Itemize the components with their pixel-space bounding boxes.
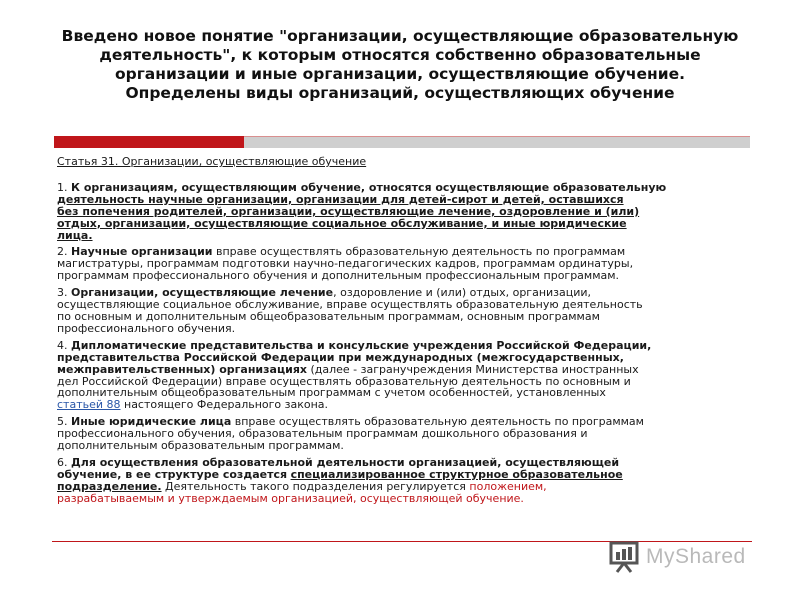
item-bold: Научные организации [71,245,213,259]
item-text: дополнительным общеобразовательным программам с учетом особенностей, установленных [57,386,606,400]
item-number: 1. [57,180,68,194]
item-number: 5. [57,415,68,429]
article-item-5 [57,416,747,452]
item-bold: межправительственных) организациях [57,362,307,376]
article-88-link[interactable]: статьей 88 [57,398,121,412]
item-bold: обучение, в ее структуре создается [57,467,288,481]
item-text: , оздоровление и (или) отдых, организации, [333,286,592,300]
article-body [57,156,747,510]
presentation-icon [606,540,642,574]
item-text: дополнительным образовательным программам. [57,439,344,453]
article-item-2 [57,246,747,282]
item-text: без попечения родителей, организации, осуществляющие лечение, оздоровление и (или) [57,204,640,218]
myshared-logo [606,540,766,574]
article-item-1 [57,182,747,242]
accent-bar-red [54,136,244,148]
item-text: К организациям, осуществляющим обучение, относятся осуществляющие образовательную [71,180,667,194]
slide-title [40,27,760,103]
item-number: 6. [57,455,68,469]
regulation-link[interactable]: положением, [469,479,547,493]
item-bold-underline: подразделение. [57,479,162,493]
article-item-4 [57,340,747,411]
item-text: по основным и дополнительным общеобразовательным программам, основным программам [57,309,600,323]
item-text: вправе осуществлять образовательную деятельность по программам [234,415,644,429]
item-bold-underline: специализированное структурное образовательное [290,467,623,481]
item-text: Деятельность такого подразделения регулируется [165,479,466,493]
logo-text: MyShared [646,545,746,568]
item-bold: Иные юридические лица [71,415,232,429]
item-text: лица. [57,228,93,242]
item-text: профессионального обучения, образовательным программам дошкольного образования и [57,427,588,441]
item-text: (далее - загранучреждения Министерства иностранных [310,362,639,376]
item-text: магистратуры, программам подготовки научно-педагогических кадров, программам ординатуры, [57,257,634,271]
item-text: программам профессионального обучения и дополнительным профессиональным программам. [57,269,620,283]
title-line: Определены виды организаций, осуществляющих обучение [125,84,675,102]
item-bold: представительства Российской Федерации при международных (межгосударственных, [57,350,624,364]
item-number: 3. [57,286,68,300]
title-line: Введено новое понятие "организации, осуществляющие образовательную [61,27,739,45]
item-text: деятельность научные организации, организации для детей-сирот и детей, оставшихся [57,192,624,206]
title-line: организации и иные организации, осуществляющие обучение. [114,65,686,83]
item-bold: Дипломатические представительства и консульские учреждения Российской Федерации, [71,338,652,352]
item-bold: Организации, осуществляющие лечение [71,286,334,300]
regulation-text: разрабатываемым и утверждаемым организацией, осуществляющей обучение. [57,491,524,505]
accent-bar-gray [244,137,750,148]
accent-bar-line [244,136,750,137]
item-text: осуществляющие социальное обслуживание, вправе осуществлять образовательную деятельность [57,298,643,312]
item-text: дел Российской Федерации) вправе осуществлять образовательную деятельность по основным и [57,374,631,388]
item-text: настоящего Федерального закона. [124,398,329,412]
article-item-3 [57,287,747,335]
article-title: Статья 31. Организации, осуществляющие обучение [57,155,367,168]
item-bold: Для осуществления образовательной деятельности организацией, осуществляющей [71,455,620,469]
item-text: профессионального обучения. [57,321,236,335]
title-line: деятельность", к которым относятся собственно образовательные [99,46,701,64]
item-text: вправе осуществлять образовательную деятельность по программам [215,245,626,259]
article-item-6 [57,457,747,505]
item-number: 4. [57,338,68,352]
item-text: отдых, организации, осуществляющие социальное обслуживание, и иные юридические [57,216,627,230]
item-number: 2. [57,245,68,259]
